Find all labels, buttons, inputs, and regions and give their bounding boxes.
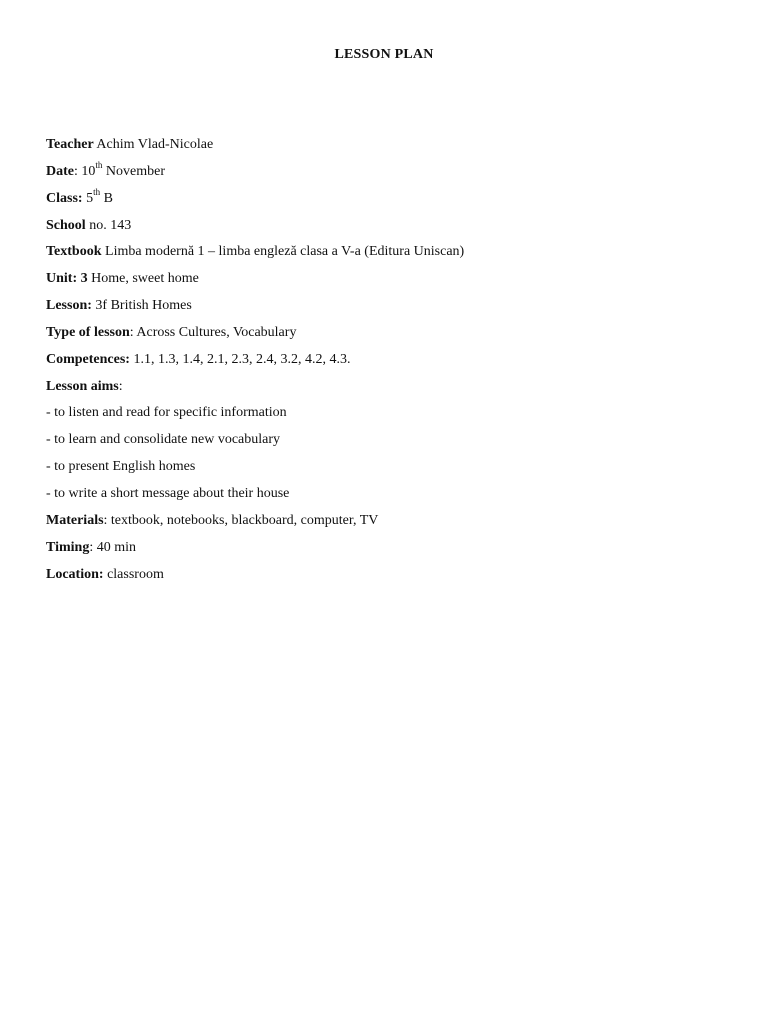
type-of-lesson-value: : Across Cultures, Vocabulary [129,324,297,340]
date-month: November [102,163,165,179]
timing-label: Timing [46,539,90,555]
school-label: School [46,217,86,233]
lesson-aims-colon: : [118,378,123,394]
textbook-value: Limba modernă 1 – limba engleză clasa a V-a (Editura Uniscan) [101,244,465,260]
list-item: - to present English homes [46,459,196,475]
class-label: Class: [46,190,83,206]
lesson-aims-label: Lesson aims [46,378,119,394]
school-line [46,217,726,244]
location-value: classroom [103,566,164,582]
lesson-label: Lesson: [46,298,92,314]
date-ordinal: th [95,160,103,171]
class-grade: 5 [82,190,94,206]
textbook-label: Textbook [46,244,102,260]
teacher-label: Teacher [46,137,94,152]
location-label: Location: [46,566,104,582]
date-label: Date [46,163,74,179]
lesson-line [46,297,726,324]
lesson-details [46,136,726,592]
class-section: B [100,190,113,206]
lesson-value: 3f British Homes [91,298,192,314]
timing-value: : 40 min [89,539,136,555]
type-of-lesson-label: Type of lesson [46,324,130,340]
list-item: - to write a short message about their house [46,485,290,501]
competences-label: Competences: [46,351,130,367]
materials-line [46,512,726,539]
list-item: - to learn and consolidate new vocabulary [46,432,281,448]
type-of-lesson-line [46,324,726,351]
teacher-line [46,136,726,163]
competences-line [46,351,726,378]
lesson-aims-line [46,378,726,405]
textbook-line [46,243,726,270]
materials-value: : textbook, notebooks, blackboard, computer, TV [103,512,379,528]
unit-value: Home, sweet home [87,271,199,287]
teacher-value: Achim Vlad-Nicolae [93,137,214,152]
unit-label: Unit: 3 [46,271,88,287]
date-day: : 10 [74,163,96,179]
competences-value: 1.1, 1.3, 1.4, 2.1, 2.3, 2.4, 3.2, 4.2, 4.3. [129,351,351,367]
class-ordinal: th [93,187,101,198]
class-line [46,187,726,217]
page-title: LESSON PLAN [334,47,434,62]
list-item: - to listen and read for specific information [46,405,287,421]
location-line [46,566,726,593]
school-value: no. 143 [85,217,132,233]
materials-label: Materials [46,512,104,528]
unit-line [46,270,726,297]
timing-line [46,539,726,566]
date-line [46,160,726,190]
